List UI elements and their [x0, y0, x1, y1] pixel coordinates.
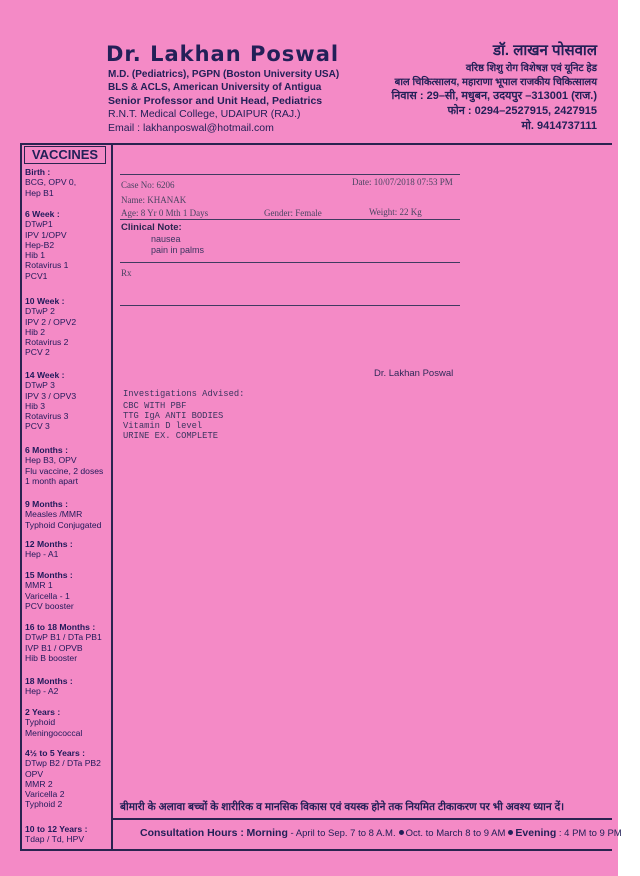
- vaccine-entry: Hep B1: [25, 187, 54, 198]
- vaccine-entry: Hep - A1: [25, 549, 59, 560]
- vaccine-entry: Rotavirus 1: [25, 260, 69, 271]
- hindi-hospital: बाल चिकित्सालय, महाराणा भूपाल राजकीय चिकित्सालय: [394, 77, 597, 88]
- vaccine-entry: Varicella 2: [25, 789, 65, 800]
- vaccine-entry: Typhoid 2: [25, 799, 63, 810]
- vaccine-entry: DTwP B1 / DTa PB1: [25, 632, 102, 643]
- visit-date: Date: 10/07/2018 07:53 PM: [352, 177, 453, 187]
- vaccine-entry: Rotavirus 3: [25, 411, 69, 422]
- qualification-line-1: M.D. (Pediatrics), PGPN (Boston University USA): [108, 69, 340, 80]
- vaccine-group: [25, 748, 113, 810]
- vaccine-entry: 1 month apart: [25, 475, 79, 486]
- vaccine-entry: Hib 1: [25, 250, 46, 261]
- vaccination-advice-hindi: बीमारी के अलावा बच्चों के शारीरिक व मानसिक विकास एवं वयस्क होने तक नियमित टीकाकरण पर भी अवश्य ध्यान दें।: [120, 801, 565, 813]
- vaccine-group: [25, 570, 113, 611]
- clinical-note-item: pain in palms: [151, 245, 205, 255]
- morning-label: Morning: [246, 827, 288, 839]
- morning-summer: - April to Sep. 7 to 8 A.M.: [287, 828, 396, 839]
- qualification-line-2: BLS & ACLS, American University of Antigua: [108, 82, 322, 93]
- clinical-note-label: Clinical Note:: [121, 222, 182, 233]
- vaccine-entry: Typhoid: [25, 717, 56, 728]
- vaccine-entry: MMR 1: [25, 580, 53, 591]
- patient-weight: Weight: 22 Kg: [369, 207, 422, 217]
- investigation-item: TTG IgA ANTI BODIES: [123, 411, 224, 421]
- vaccine-group: [25, 209, 113, 281]
- vaccine-entry: PCV booster: [25, 600, 74, 611]
- left-border: [20, 143, 22, 850]
- vaccine-entry: Hib B booster: [25, 652, 78, 663]
- doctor-name: Dr. Lakhan Poswal: [106, 42, 340, 66]
- rx-label: Rx: [121, 268, 132, 278]
- investigations-label: Investigations Advised:: [123, 389, 245, 399]
- vaccine-age-heading: 10 to 12 Years :: [25, 824, 88, 834]
- vaccine-entry: Hep-B2: [25, 239, 55, 250]
- doctor-signature: Dr. Lakhan Poswal: [374, 368, 454, 379]
- vaccine-age-heading: 16 to 18 Months :: [25, 622, 96, 632]
- patient-name: Name: KHANAK: [121, 195, 187, 205]
- vaccine-age-heading: 4½ to 5 Years :: [25, 748, 86, 758]
- bullet-icon: [399, 830, 404, 835]
- vaccine-age-heading: 18 Months :: [25, 676, 73, 686]
- vaccine-entry: Hep B3, OPV: [25, 455, 77, 466]
- vaccine-entry: DTwP 2: [25, 306, 55, 317]
- hindi-designation: वरिष्ठ शिशु रोग विशेषज्ञ एवं यूनिट हेड: [465, 63, 597, 74]
- hindi-address: निवास : 29–सी, मधुबन, उदयपुर –313001 (राज.): [391, 90, 597, 102]
- vaccine-entry: MMR 2: [25, 778, 53, 789]
- vaccine-group: [25, 167, 113, 198]
- vaccine-age-heading: 9 Months :: [25, 499, 68, 509]
- vaccine-entry: PCV 3: [25, 421, 50, 432]
- rule-top: [120, 174, 460, 175]
- vaccine-age-heading: 6 Week :: [25, 209, 60, 219]
- vaccine-age-heading: 15 Months :: [25, 570, 73, 580]
- vaccine-entry: OPV: [25, 768, 44, 779]
- consultation-label: Consultation Hours :: [140, 827, 244, 839]
- morning-winter: Oct. to March 8 to 9 AM: [405, 828, 506, 839]
- evening-label: Evening: [515, 827, 557, 839]
- patient-gender: Gender: Female: [264, 208, 322, 218]
- position-title: Senior Professor and Unit Head, Pediatrics: [108, 95, 323, 107]
- footer-divider-top: [111, 818, 612, 820]
- vaccine-group: [25, 499, 113, 530]
- vaccine-group: [25, 539, 113, 560]
- vaccine-entry: Hib 2: [25, 326, 46, 337]
- vaccine-group: [25, 370, 113, 432]
- bullet-icon: [508, 830, 513, 835]
- scan-margin: [618, 0, 640, 876]
- vaccines-title: VACCINES: [24, 146, 106, 164]
- clinical-note-item: nausea: [151, 234, 181, 244]
- evening-time: : 4 PM to 9 PM: [556, 828, 622, 839]
- vaccine-entry: PCV1: [25, 270, 48, 281]
- rule-patient: [120, 219, 460, 220]
- vaccine-age-heading: 14 Week :: [25, 370, 65, 380]
- vaccine-entry: Flu vaccine, 2 doses: [25, 465, 104, 476]
- vaccine-entry: Hib 3: [25, 400, 46, 411]
- vaccine-entry: Hep - A2: [25, 686, 59, 697]
- vaccine-group: [25, 445, 113, 486]
- header-divider: [20, 143, 612, 145]
- vaccine-entry: DTwP1: [25, 219, 53, 230]
- institution: R.N.T. Medical College, UDAIPUR (RAJ.): [108, 108, 301, 120]
- patient-age: Age: 8 Yr 0 Mth 1 Days: [121, 208, 209, 218]
- vaccine-entry: Tdap / Td, HPV: [25, 834, 85, 845]
- vaccine-entry: Rotavirus 2: [25, 337, 69, 348]
- investigation-item: Vitamin D level: [123, 421, 203, 431]
- hindi-mobile: मो. 9414737111: [521, 120, 597, 132]
- vaccine-entry: Measles /MMR: [25, 509, 83, 520]
- vaccine-entry: Meningococcal: [25, 727, 83, 738]
- vaccine-group: [25, 622, 113, 663]
- vaccine-group: [25, 707, 113, 738]
- vaccine-group: [25, 824, 113, 845]
- footer-divider-bottom: [20, 849, 612, 851]
- vaccine-group: [25, 296, 113, 358]
- vaccine-entry: DTwP 3: [25, 380, 55, 391]
- consultation-hours: [140, 827, 622, 839]
- vaccine-entry: IPV 3 / OPV3: [25, 390, 77, 401]
- vaccine-entry: BCG, OPV 0,: [25, 177, 77, 188]
- rule-notes: [120, 262, 460, 263]
- vaccine-age-heading: 6 Months :: [25, 445, 68, 455]
- vaccine-age-heading: 10 Week :: [25, 296, 65, 306]
- vaccine-entry: IVP B1 / OPVB: [25, 642, 83, 653]
- investigation-item: URINE EX. COMPLETE: [123, 431, 219, 441]
- vaccine-entry: Typhoid Conjugated: [25, 519, 102, 530]
- case-number: Case No: 6206: [121, 180, 175, 190]
- rule-rx: [120, 305, 460, 306]
- vaccine-age-heading: 12 Months :: [25, 539, 73, 549]
- doctor-name-hindi: डॉ. लाखन पोसवाल: [492, 42, 597, 59]
- vaccine-entry: DTwp B2 / DTa PB2: [25, 758, 101, 769]
- doctor-email: Email : lakhanposwal@hotmail.com: [108, 122, 274, 134]
- vaccine-entry: IPV 2 / OPV2: [25, 316, 77, 327]
- vaccine-entry: PCV 2: [25, 347, 50, 358]
- vaccine-group: [25, 676, 113, 697]
- investigation-item: CBC WITH PBF: [123, 401, 187, 411]
- vaccine-age-heading: Birth :: [25, 167, 51, 177]
- vaccine-entry: IPV 1/OPV: [25, 229, 67, 240]
- vaccine-age-heading: 2 Years :: [25, 707, 61, 717]
- hindi-phone: फोन : 0294–2527915, 2427915: [447, 105, 597, 117]
- vaccine-entry: Varicella - 1: [25, 590, 70, 601]
